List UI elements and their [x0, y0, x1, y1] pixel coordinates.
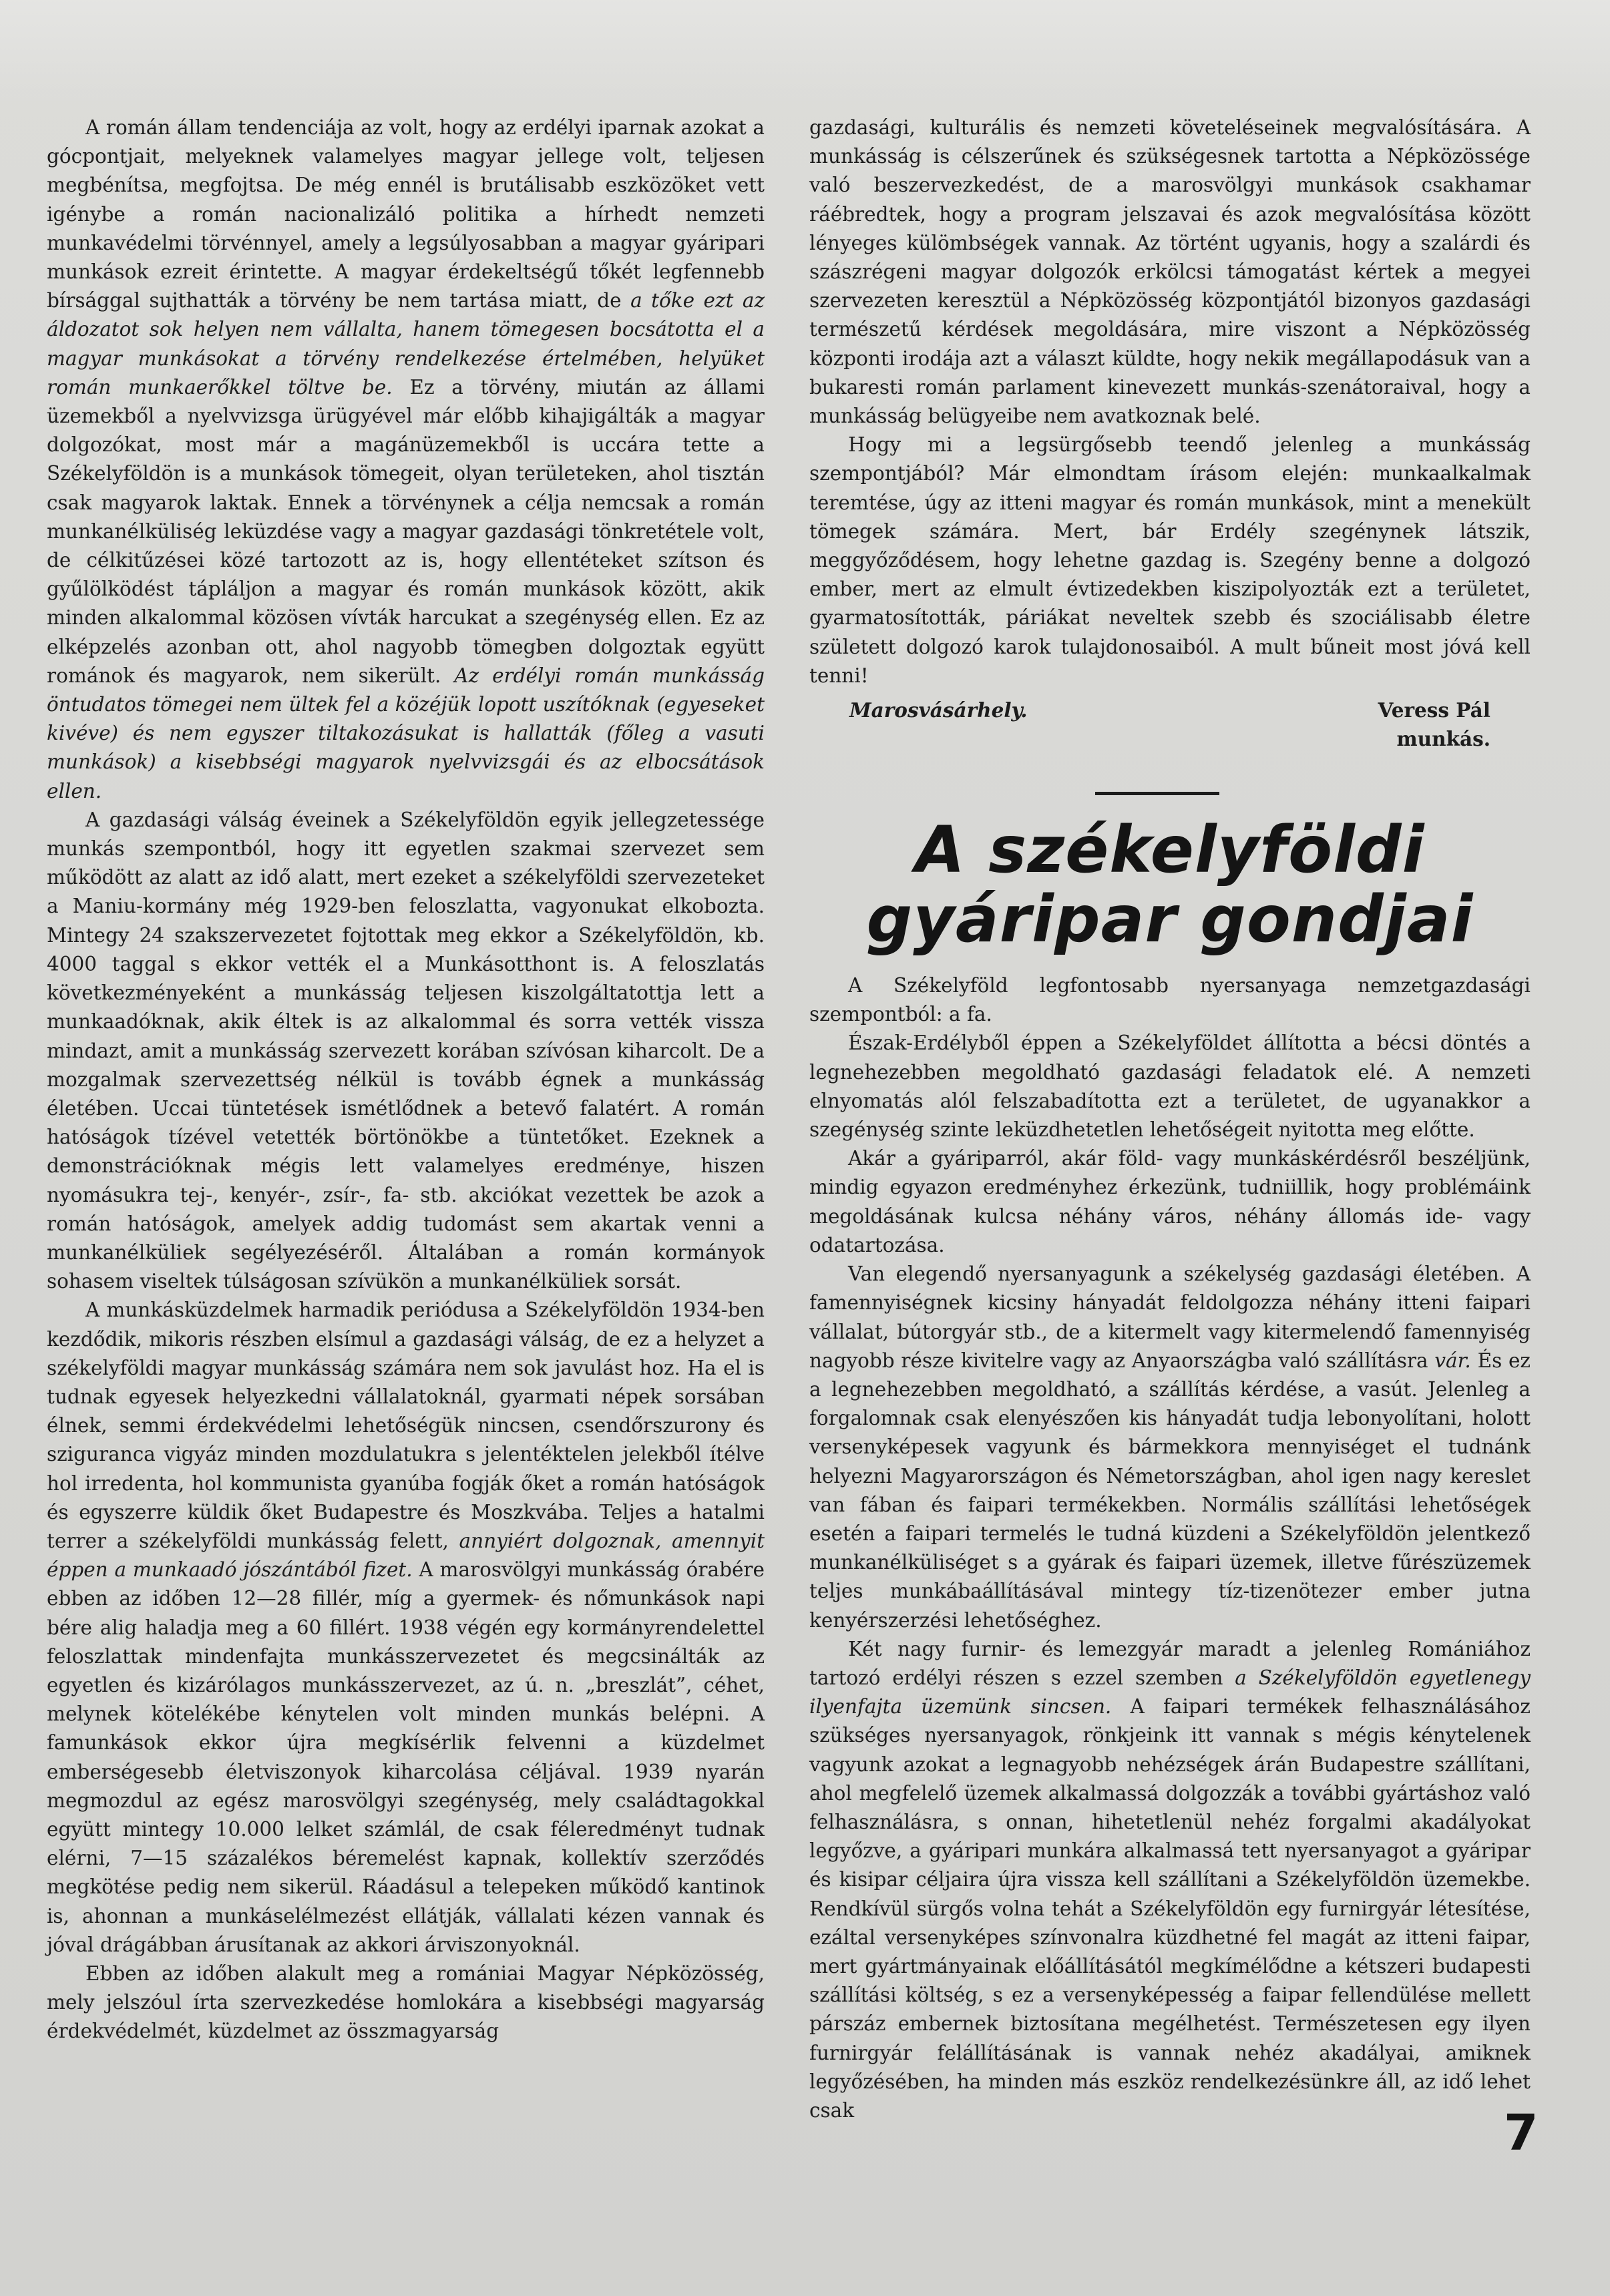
right-paragraph-continued: gazdasági, kulturális és nemzeti követeléseinek megvalósítására. A munkásság is célszerűnek és szükségesnek tartotta a Népközössége való beszervezkedést, de a marosvölgyi munkások csakhamar ráébredtek, hogy a program jelszavai és azok megvalósítása között lényeges külömbségek vannak. Az történt ugyanis, hogy a szalárdi és szászrégeni magyar dolgozók erkölcsi támogatást kértek a megyei szervezeten keresztül a Népközösség központjától bizonyos gazdasági természetű kérdések megoldására, mire viszont a Népközösség központi irodája azt a választ küldte, hogy nekik megállapodásuk van a bukaresti román parlament kinevezett munkás-szenátoraival, hogy a munkásság belügyeibe nem avatkoznak belé. [809, 116, 1531, 428]
article-p4-italic: vár. [1434, 1349, 1471, 1372]
left-p3-rest: A marosvölgyi munkásság órabére ebben az időben 12—28 fillér, míg a gyermek- és nőmunkások napi bére alig haladja meg a 60 fillért. 1938 végén egy kormányrendelettel feloszlattak mindenfajta munkásszervezetet és megcsinálták az egyetlen és kizárólagos munkásszervezet, az ú. n. „breszlát”, céhet, melynek kötelékébe kénytelen volt minden munkás belépni. A famunkások ekkor újra megkísérlik felvenni a küzdelmet emberségesebb életviszonyok kiharcolása céljával. 1939 nyarán megmozdul az egész marosvölgyi szegénység, mely családtagokkal együtt mintegy 10.000 lelket számlál, de csak féleredményt tudnak elérni, 7—15 százalékos béremelést kapnak, kollektív szerződés megkötése pedig nem sikerül. Ráadásul a telepeken működő kantinok is, ahonnan a munkáselélmezést ellátják, vállalati kézen vannak és jóval drágábban árusítanak az akkori árviszonyoknál. [47, 1558, 765, 1956]
section-divider [1095, 792, 1219, 795]
left-p3-italic: annyiért dolgoznak, amennyit éppen a munkaadó jószántából fizet. [47, 1529, 765, 1582]
article-p4-text: Van elegendő nyersanyagunk a székelység gazdasági életében. A famennyiségnek kicsiny hányadát feldolgozza néhány itteni faipari vállalat, bútorgyár stb., de a kitermelt vagy kitermelendő famennyiség nagyobb része kivitelre vagy az Anyaországba való szállításra [809, 1262, 1531, 1372]
article-headline [809, 813, 1531, 957]
signature-role: munkás. [1396, 727, 1490, 751]
left-paragraph-2: A gazdasági válság éveinek a Székelyföldön egyik jellegzetessége munkás szempontból, hogy itt egyetlen szakmai szervezet sem működött az alatt az idő alatt, mert ezeket a székelyföldi szervezeteket a Maniu-kormány még 1929-ben feloszlatta, vagyonukat elkobozta. Mintegy 24 szakszervezetet fojtottak meg ekkor a Székelyföldön, kb. 4000 taggal s ekkor vették el a Munkásotthont is. A feloszlatás következményeként a munkásság teljesen kiszolgáltatottja lett a munkaadóknak, akik éltek is az alkalommal és sorra vették vissza mindazt, amit a munkásság szervezett korában szívósan kiharcolt. De a mozgalmak szervezettség nélkül is tovább égnek a munkásság életében. Uccai tüntetések ismétlődnek a betevő falatért. A román hatóságok tízével vetették börtönökbe a tüntetőket. Ezeknek a demonstrációknak mégis lett valamelyes eredménye, hiszen nyomásukra tej-, kenyér-, zsír-, fa- stb. akciókat vezettek be azok a román hatóságok, amelyek addig tudomást sem akartak venni a munkanélküliek segélyezéséről. Általában a román kormányok sohasem viseltek túlságosan szívükön a munkanélküliek sorsát. [47, 808, 765, 1293]
signature-author [1378, 696, 1490, 753]
headline-line-2: gyáripar gondjai [866, 882, 1474, 957]
article-paragraph-2: Észak-Erdélyből éppen a Székelyföldet állította a bécsi döntés a legnehezebben megoldható gazdasági feladatok elé. A nemzeti elnyomatás alól felszabadította ezt a területet, de ugyanakkor a szegénység szinte leküzdhetetlen lehetőségeit nyitotta meg előtte. [809, 1031, 1531, 1142]
left-column [47, 113, 765, 2046]
left-p1-rest: Ez a törvény, miután az állami üzemekből a nyelvvizsga ürügyével már előbb kihajigálták a magyar dolgozókat, most már a magánüzemekből is uccára tette a Székelyföldön is a munkások tömegeit, olyan területeken, ahol tisztán csak magyarok laktak. Ennek a törvénynek a célja nemcsak a román munkanélküliség leküzdése vagy a magyar gazdasági tönkretétele volt, de célkitűzései közé tartozott az is, hogy ellentéteket szítson és gyűlölködést tápláljon a magyar és román munkások között, akik minden alkalommal közösen vívták harcukat a szegénység ellen. Ez az elképzelés azonban ott, ahol nagyobb tömegben dolgoztak együtt románok és magyarok, nem sikerült. [47, 375, 765, 687]
article-p5-italic: a Székelyföldön egyetlenegy ilyenfajta üzemünk sincsen. [809, 1666, 1531, 1718]
article-p5-text: Két nagy furnir- és lemezgyár maradt a jelenleg Romániához tartozó erdélyi részen s ezzel szemben [809, 1637, 1531, 1689]
left-p1-italic: a tőke ezt az áldozatot sok helyen nem vállalta, hanem tömegesen bocsátotta el a magyar munkásokat a törvény rendelkezése értelmében, helyüket román munkaerőkkel töltve be. [47, 289, 765, 399]
article-paragraph-1: A Székelyföld legfontosabb nyersanyaga nemzetgazdasági szempontból: a fa. [809, 974, 1531, 1026]
left-paragraph-1 [47, 113, 765, 806]
left-p1-italic-2: Az erdélyi román munkásság öntudatos tömegei nem ültek fel a közéjük lopott uszítóknak (egyeseket kivéve) és nem egyszer tiltakozásukat is hallatták (főleg a vasuti munkások) a kisebbségi magyarok nyelvvizsgái és az elbocsátások ellen. [47, 664, 765, 802]
article-paragraph-3: Akár a gyáriparról, akár föld- vagy munkáskérdésről beszéljünk, mindig egyazon eredményhez érkezünk, tudniillik, hogy problémáink megoldásának kulcsa néhány város, néhány állomás ide- vagy odatartozása. [809, 1147, 1531, 1256]
page-number: 7 [1504, 2104, 1539, 2162]
article-paragraph-4 [809, 1260, 1531, 1635]
left-p1-text: A román állam tendenciája az volt, hogy az erdélyi iparnak azokat a gócpontjait, melyeknek valamelyes magyar jellege volt, teljesen megbénítsa, megfojtsa. De még ennél is brutálisabb eszközöket vett igénybe a román nacionalizáló politika a hírhedt nemzeti munkavédelmi törvénnyel, amely a legsúlyosabban a magyar gyáripari munkások ezreit érintette. A magyar érdekeltségű tőkét legfennebb bírsággal sujthatták a törvény be nem tartása miatt, de [47, 116, 765, 312]
left-p3-text: A munkásküzdelmek harmadik periódusa a Székelyföldön 1934-ben kezdődik, mikoris részben elsímul a gazdasági válság, de ez a helyzet a székelyföldi magyar munkásság számára nem sok javulást hoz. Ha el is tudnak egyesek helyezkedni vállalatoknál, gyarmati népek sorsában élnek, semmi érdekvédelmi lehetőségük nincsen, csendőrszurony és sziguranca vigyáz minden mozdulatukra s jelentéktelen jelekből ítélve hol irredenta, hol kommunista gyanúba fogják őket a román hatóságok és egyszerre küldik őket Budapestre és Moszkvába. Teljes a hatalmi terrer a székelyföldi munkásság felett, [47, 1299, 765, 1552]
signature-block [809, 693, 1531, 772]
right-column [809, 113, 1531, 2125]
page-fold-shadow [0, 0, 1610, 107]
signature-name: Veress Pál [1378, 698, 1490, 722]
article-p4-rest: És ez a legnehezebben megoldható, a szállítás kérdése, a vasút. Jelenleg a forgalomnak csak elenyészően kis hányadát tudja lebonyolítani, holott versenyképesek vagyunk és bármekkora mennyiséget el tudnánk helyezni Magyarországon és Németországban, ahol igen nagy kereslet van fában és faipari termékekben. Normális szállítási lehetőségek esetén a faipari termelés le tudná küzdeni a Székelyföldön jelentkező munkanélküliséget s a gyárak és faipari üzemek, illetve fűrészüzemek teljes munkábaállításával mintegy tíz-tizenötezer ember jutna kenyérszerzési lehetőséghez. [809, 1349, 1531, 1632]
article-paragraph-5 [809, 1635, 1531, 2125]
left-paragraph-4: Ebben az időben alakult meg a romániai Magyar Népközösség, mely jelszóul írta szervezkedése homlokára a kisebbségi magyarság érdekvédelmét, küzdelmet az összmagyarság [47, 1962, 765, 2043]
headline-line-1: A székelyföldi [915, 813, 1425, 888]
right-paragraph-2: Hogy mi a legsürgősebb teendő jelenleg a munkásság szempontjából? Már elmondtam írásom elején: munkaalkalmak teremtése, úgy az itteni magyar és román munkások, mint a menekült tömegek számára. Mert, bár Erdély szegénynek látszik, meggyőződésem, hogy lehetne gazdag is. Szegény benne a dolgozó ember, mert az elmult évtizedekben kiszipolyozták ezt a területet, gyarmatosították, páriákat neveltek szebb és szociálisabb életre született dolgozó karok tulajdonosaiból. A mult bűneit most jóvá kell tenni! [809, 433, 1531, 687]
signature-place: Marosvásárhely. [849, 698, 1028, 722]
left-paragraph-3 [47, 1296, 765, 1960]
article-p5-rest: A faipari termékek felhasználásához szükséges nyersanyagok, rönkjeink itt vannak s mégis kénytelenek vagyunk azokat a legnagyobb nehézségek árán Budapestre szállítani, ahol megfelelő üzemek alkalmassá dolgozzák a további gyártáshoz való felhasználásra, s onnan, hihetetlenül nehéz forgalmi akadályokat legyőzve, a gyáripari munkára alkalmassá tett nyersanyagot a gyáripar és kisipar céljaira újra vissza kell szállítani a Székelyföldön üzemekbe. Rendkívül sürgős volna tehát a Székelyföldön egy furnirgyár létesítése, ezáltal versenyképes színvonalra küzdhetné fel magát az itteni faipar, mert gyártmányainak előállításától megkímélődne a kétszeri budapesti szállítási költség, s ez a versenyképesség a faipar fellendülése mellett párszáz embernek biztosítana megélhetést. Természetesen egy ilyen furnirgyár felállításának is vannak nehéz akadályai, amiknek legyőzésében, ha minden más eszköz rendelkezésünkre áll, az idő lehet csak [809, 1695, 1531, 2122]
